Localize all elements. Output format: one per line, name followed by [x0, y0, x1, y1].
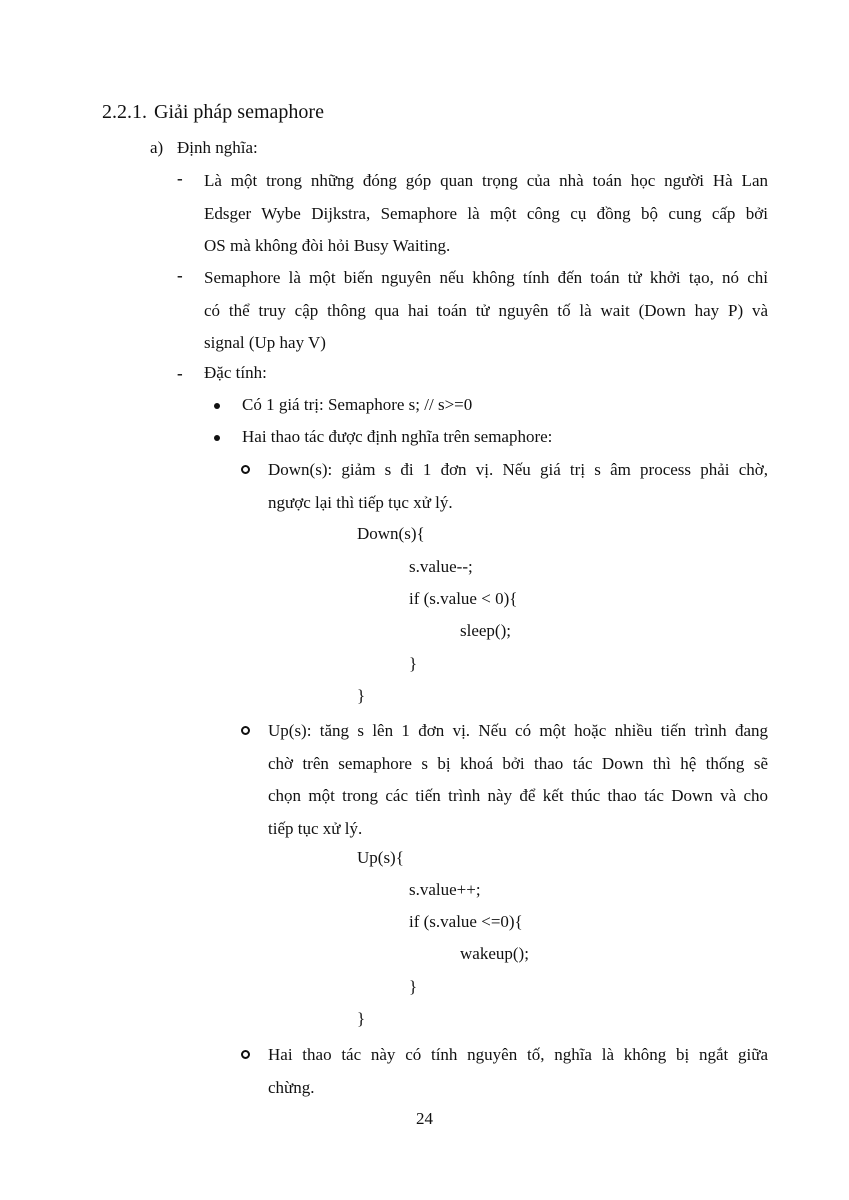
- sub-item-atomic: [268, 1039, 768, 1104]
- dash-marker-1: -: [177, 169, 183, 188]
- code-line: sleep();: [460, 621, 511, 640]
- text-line: signal (Up hay V): [204, 333, 326, 352]
- text-line: Edsger Wybe Dijkstra, Semaphore là một công cụ đồng bộ cung cấp bởi: [204, 203, 768, 223]
- code-line: }: [409, 654, 418, 673]
- section-heading: [102, 101, 324, 124]
- code-line: }: [357, 1009, 366, 1028]
- subsection-heading: [150, 138, 258, 158]
- section-title: Giải pháp semaphore: [154, 101, 324, 123]
- text-line: chọn một trong các tiến trình này để kết thúc thao tác Down và cho: [268, 786, 768, 805]
- circle-bullet-1: [241, 465, 250, 474]
- bullet-item-value: Có 1 giá trị: Semaphore s; // s>=0: [242, 395, 473, 414]
- circle-bullet-2: [241, 726, 250, 735]
- code-line: if (s.value <=0){: [409, 912, 523, 931]
- code-line: }: [357, 686, 366, 705]
- sub-item-down: [268, 454, 768, 519]
- code-line: if (s.value < 0){: [409, 589, 518, 608]
- text-line: Up(s): tăng s lên 1 đơn vị. Nếu có một hoặc nhiều tiến trình đang: [268, 721, 768, 740]
- dash-item-properties: Đặc tính:: [204, 363, 267, 382]
- subsection-title: Định nghĩa:: [177, 138, 258, 157]
- bullet-dot-2: [214, 435, 220, 441]
- dash-marker-2: -: [177, 266, 183, 285]
- text-line: Semaphore là một biến nguyên nếu không tính đến toán tử khởi tạo, nó chỉ: [204, 268, 768, 287]
- text-line: có thể truy cập thông qua hai toán tử nguyên tố là wait (Down hay P) và: [204, 300, 768, 320]
- code-line: s.value--;: [409, 557, 473, 576]
- text-line: tiếp tục xử lý.: [268, 818, 363, 838]
- bullet-item-operations: Hai thao tác được định nghĩa trên semaphore:: [242, 427, 553, 446]
- dash-item-semaphore-variable: [204, 262, 768, 360]
- text-line: chờ trên semaphore s bị khoá bởi thao tác Down thì hệ thống sẽ: [268, 753, 768, 773]
- code-line: wakeup();: [460, 944, 529, 963]
- code-line: Down(s){: [357, 524, 425, 543]
- text-line: ngược lại thì tiếp tục xử lý.: [268, 492, 453, 512]
- code-line: Up(s){: [357, 848, 404, 867]
- sub-item-up: [268, 715, 768, 845]
- code-line: s.value++;: [409, 880, 481, 899]
- text-line: OS mà không đòi hỏi Busy Waiting.: [204, 236, 451, 255]
- code-line: }: [409, 977, 418, 996]
- circle-bullet-3: [241, 1050, 250, 1059]
- subsection-label: a): [150, 138, 164, 157]
- bullet-dot-1: [214, 403, 220, 409]
- text-line: chừng.: [268, 1077, 315, 1097]
- text-line: Là một trong những đóng góp quan trọng của nhà toán học người Hà Lan: [204, 171, 768, 190]
- section-number: 2.2.1.: [102, 101, 147, 123]
- text-line: Hai thao tác này có tính nguyên tố, nghĩa là không bị ngắt giữa: [268, 1045, 768, 1064]
- page-number: 24: [416, 1109, 433, 1128]
- dash-marker-3: -: [177, 364, 183, 383]
- text-line: Down(s): giảm s đi 1 đơn vị. Nếu giá trị s âm process phải chờ,: [268, 460, 768, 479]
- dash-item-definition: [204, 165, 768, 263]
